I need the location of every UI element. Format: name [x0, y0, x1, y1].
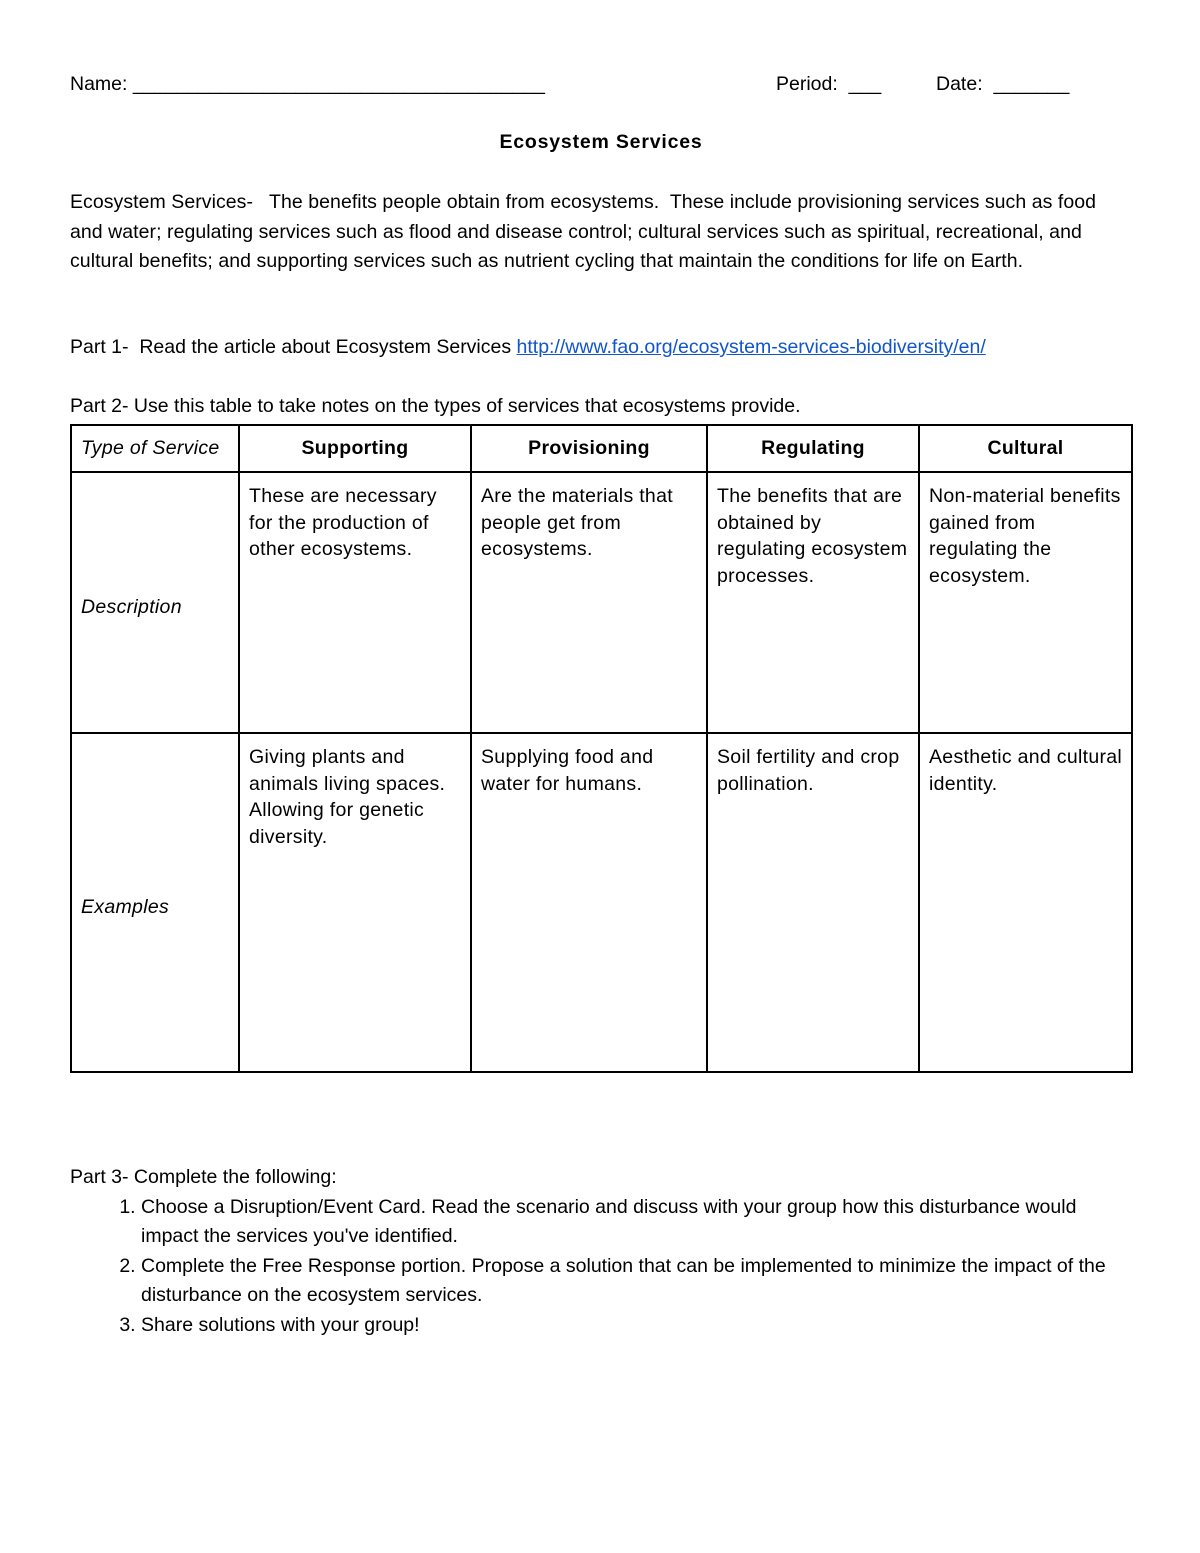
list-item: 2. Complete the Free Response portion. Propose a solution that can be implemented to minimize the impact of the disturbance on the ecosystem services.	[141, 1252, 1132, 1311]
part3-list	[70, 1193, 1132, 1341]
date-blank[interactable]: _______	[993, 73, 1070, 95]
table-row-examples	[71, 733, 1132, 1072]
article-link[interactable]: http://www.fao.org/ecosystem-services-biodiversity/en/	[516, 336, 986, 358]
list-item: 3. Share solutions with your group!	[141, 1311, 1132, 1341]
date-field	[936, 73, 1069, 96]
row-label-examples: Examples	[71, 733, 239, 1072]
table-header-row	[71, 425, 1132, 472]
period-label: Period:	[776, 73, 838, 95]
page-title: Ecosystem Services	[499, 131, 703, 153]
examples-provisioning-cell[interactable]: Supplying food and water for humans.	[471, 733, 707, 1072]
examples-regulating-cell[interactable]: Soil fertility and crop pollination.	[707, 733, 919, 1072]
part1-text: Part 1- Read the article about Ecosystem Services	[70, 336, 517, 358]
part3-heading: Part 3- Complete the following:	[70, 1166, 337, 1188]
part1-instruction	[70, 336, 1132, 359]
type-of-service-header: Type of Service	[71, 425, 239, 472]
list-item: 1. Choose a Disruption/Event Card. Read the scenario and discuss with your group how this disturbance would impact the services you've identified.	[141, 1193, 1132, 1252]
header-fields	[70, 73, 1132, 99]
column-header-regulating: Regulating	[707, 425, 919, 472]
row-label-description: Description	[71, 472, 239, 733]
intro-paragraph: Ecosystem Services- The benefits people obtain from ecosystems. These include provisioning services such as food and water; regulating services such as flood and disease control; cultural services such as spiritual, recreational, and cultural benefits; and supporting services such as nutrient cycling that maintain the conditions for life on Earth.	[70, 191, 1102, 272]
description-regulating-cell[interactable]: The benefits that are obtained by regulating ecosystem processes.	[707, 472, 919, 733]
name-blank[interactable]: ______________________________________	[132, 73, 545, 95]
services-table	[70, 424, 1133, 1073]
column-header-provisioning: Provisioning	[471, 425, 707, 472]
column-header-cultural: Cultural	[919, 425, 1132, 472]
examples-cultural-cell[interactable]: Aesthetic and cultural identity.	[919, 733, 1132, 1072]
date-label: Date:	[936, 73, 983, 95]
column-header-supporting: Supporting	[239, 425, 471, 472]
description-supporting-cell[interactable]: These are necessary for the production of other ecosystems.	[239, 472, 471, 733]
period-field	[776, 73, 881, 96]
description-provisioning-cell[interactable]: Are the materials that people get from ecosystems.	[471, 472, 707, 733]
part2-instruction: Part 2- Use this table to take notes on the types of services that ecosystems provide.	[70, 395, 801, 417]
period-blank[interactable]: ___	[848, 73, 882, 95]
part3-section	[70, 1163, 1132, 1340]
examples-supporting-cell[interactable]: Giving plants and animals living spaces. Allowing for genetic diversity.	[239, 733, 471, 1072]
table-row-description	[71, 472, 1132, 733]
name-label: Name:	[70, 73, 128, 95]
name-field	[70, 73, 545, 96]
description-cultural-cell[interactable]: Non-material benefits gained from regulating the ecosystem.	[919, 472, 1132, 733]
